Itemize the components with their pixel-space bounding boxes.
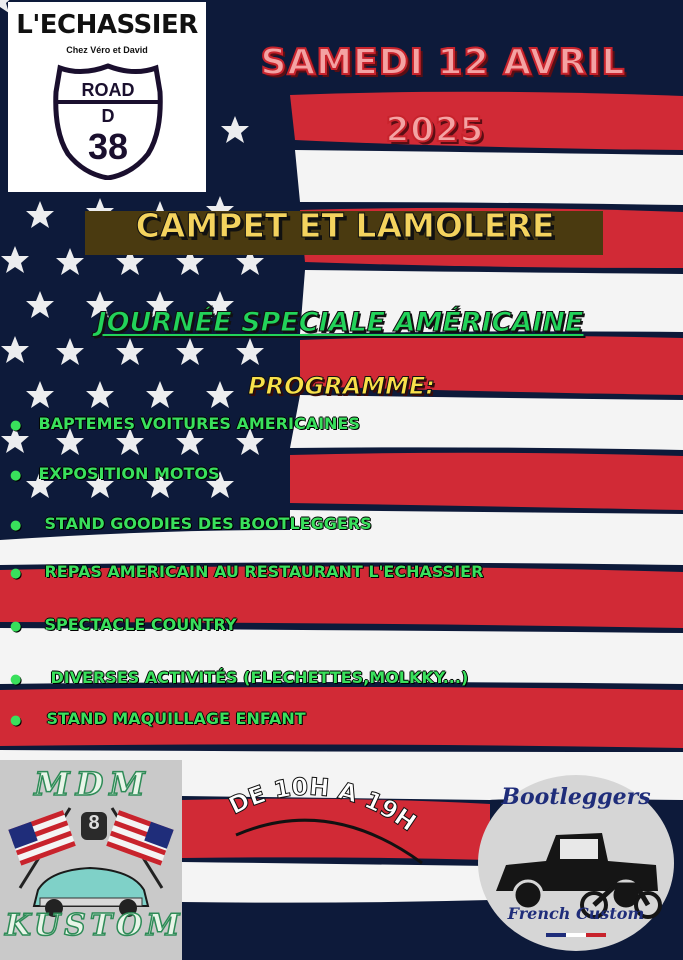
road-label: ROAD [81, 80, 135, 100]
event-date: SAMEDI 12 AVRIL [260, 42, 626, 83]
event-year: 2025 [385, 110, 485, 150]
echassier-logo [8, 2, 206, 192]
event-location: CAMPET ET LAMOLERE [135, 206, 555, 245]
programme-item: ● SPECTACLE COUNTRY [10, 615, 237, 634]
bullet-icon: ● [10, 518, 22, 533]
bullet-icon: ● [10, 418, 22, 433]
mdm-subtitle: KUSTOM [5, 908, 184, 943]
venue-name: L'ECHASSIER [16, 10, 198, 40]
mdm-title: MDM [34, 765, 151, 803]
event-headline: JOURNÉE SPECIALE AMÉRICAINE [96, 307, 584, 338]
bullet-icon: ● [10, 713, 22, 728]
programme-item: ● REPAS AMERICAIN AU RESTAURANT L'ECHASSIER [10, 562, 484, 581]
bullet-icon: ● [10, 468, 22, 483]
bootleggers-title: Bootleggers [501, 784, 651, 810]
programme-item: ● DIVERSES ACTIVITÉS (FLECHETTES,MOLKKY...) [10, 668, 469, 687]
programme-title: PROGRAMME: [248, 372, 435, 400]
event-hours-badge [222, 775, 437, 865]
programme-item: ● STAND GOODIES DES BOOTLEGGERS [10, 514, 372, 533]
event-hours: DE 10H A 19H [224, 775, 422, 838]
bootleggers-subtitle: French Custom [507, 904, 645, 923]
venue-hosts: Chez Véro et David [66, 45, 148, 55]
road-letter: D [101, 106, 115, 126]
programme-item: ● BAPTEMES VOITURES AMERICAINES [10, 414, 360, 433]
programme-item: ● STAND MAQUILLAGE ENFANT [10, 709, 306, 728]
bullet-icon: ● [10, 566, 22, 581]
bullet-icon: ● [10, 619, 22, 634]
bullet-icon: ● [10, 672, 22, 687]
road-number: 38 [87, 126, 129, 167]
programme-item: ● EXPOSITION MOTOS [10, 464, 220, 483]
mdm-number: 8 [88, 812, 100, 834]
